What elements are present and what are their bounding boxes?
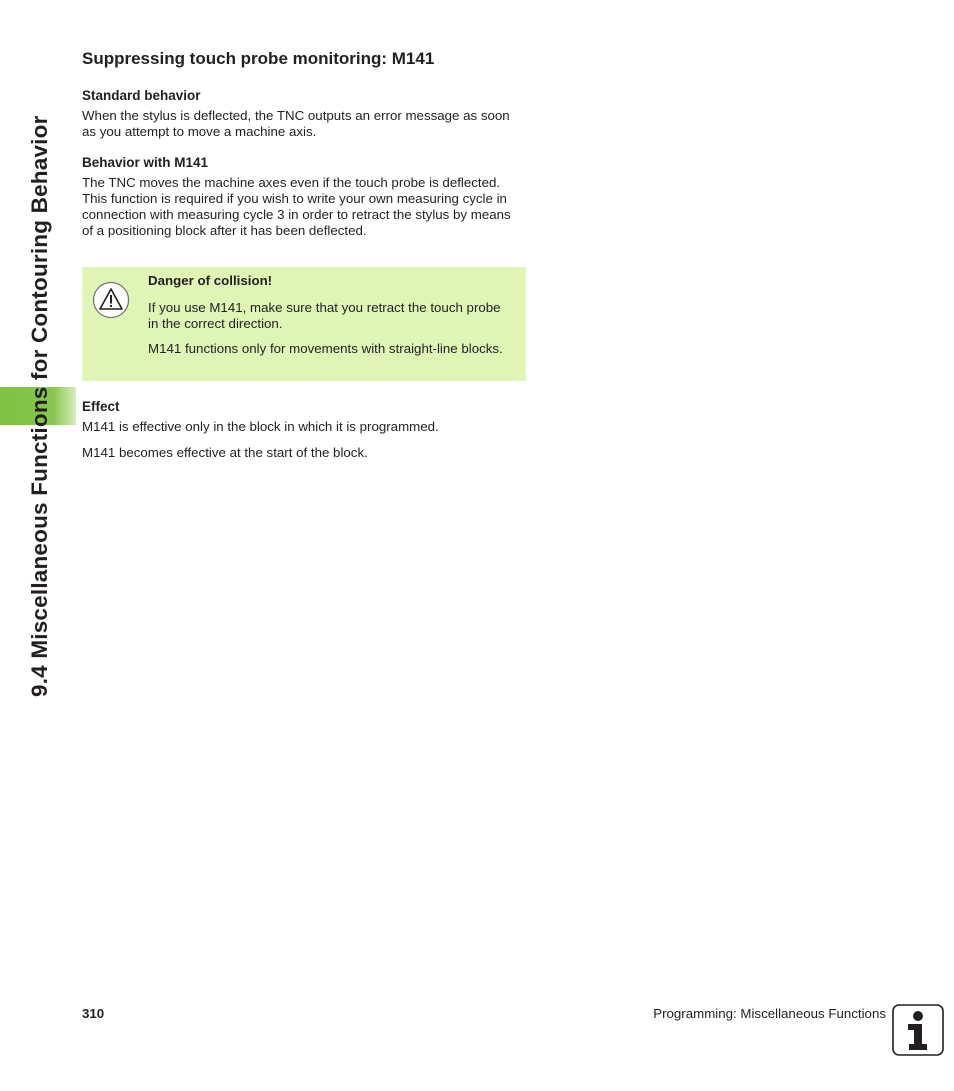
chapter-side-title: 9.4 Miscellaneous Functions for Contouring Behavior xyxy=(27,115,52,697)
warning-paragraph-1: If you use M141, make sure that you retract the touch probe in the correct direction. xyxy=(148,300,501,331)
footer-chapter-name: Programming: Miscellaneous Functions xyxy=(653,1006,886,1021)
warning-title: Danger of collision! xyxy=(148,273,273,288)
warning-triangle-icon xyxy=(92,281,130,319)
effect-text-2: M141 becomes effective at the start of the block. xyxy=(82,445,368,460)
m141-behavior-heading: Behavior with M141 xyxy=(82,155,209,170)
warning-paragraph-2: M141 functions only for movements with straight-line blocks. xyxy=(148,341,503,356)
page-number: 310 xyxy=(82,1006,105,1021)
effect-heading: Effect xyxy=(82,399,120,414)
collision-warning-box xyxy=(82,267,526,381)
standard-behavior-text: When the stylus is deflected, the TNC outputs an error message as soon as you attempt to move a machine axis. xyxy=(82,108,510,139)
standard-behavior-heading: Standard behavior xyxy=(82,88,201,103)
m141-behavior-text: The TNC moves the machine axes even if the touch probe is deflected. This function is required if you wish to write your own measuring cycle in connection with measuring cycle 3 in order to retract the stylus by means of a positioning block after it has been deflected. xyxy=(82,175,511,238)
info-icon xyxy=(892,1004,944,1056)
effect-text-1: M141 is effective only in the block in which it is programmed. xyxy=(82,419,439,434)
section-title: Suppressing touch probe monitoring: M141 xyxy=(82,49,435,68)
